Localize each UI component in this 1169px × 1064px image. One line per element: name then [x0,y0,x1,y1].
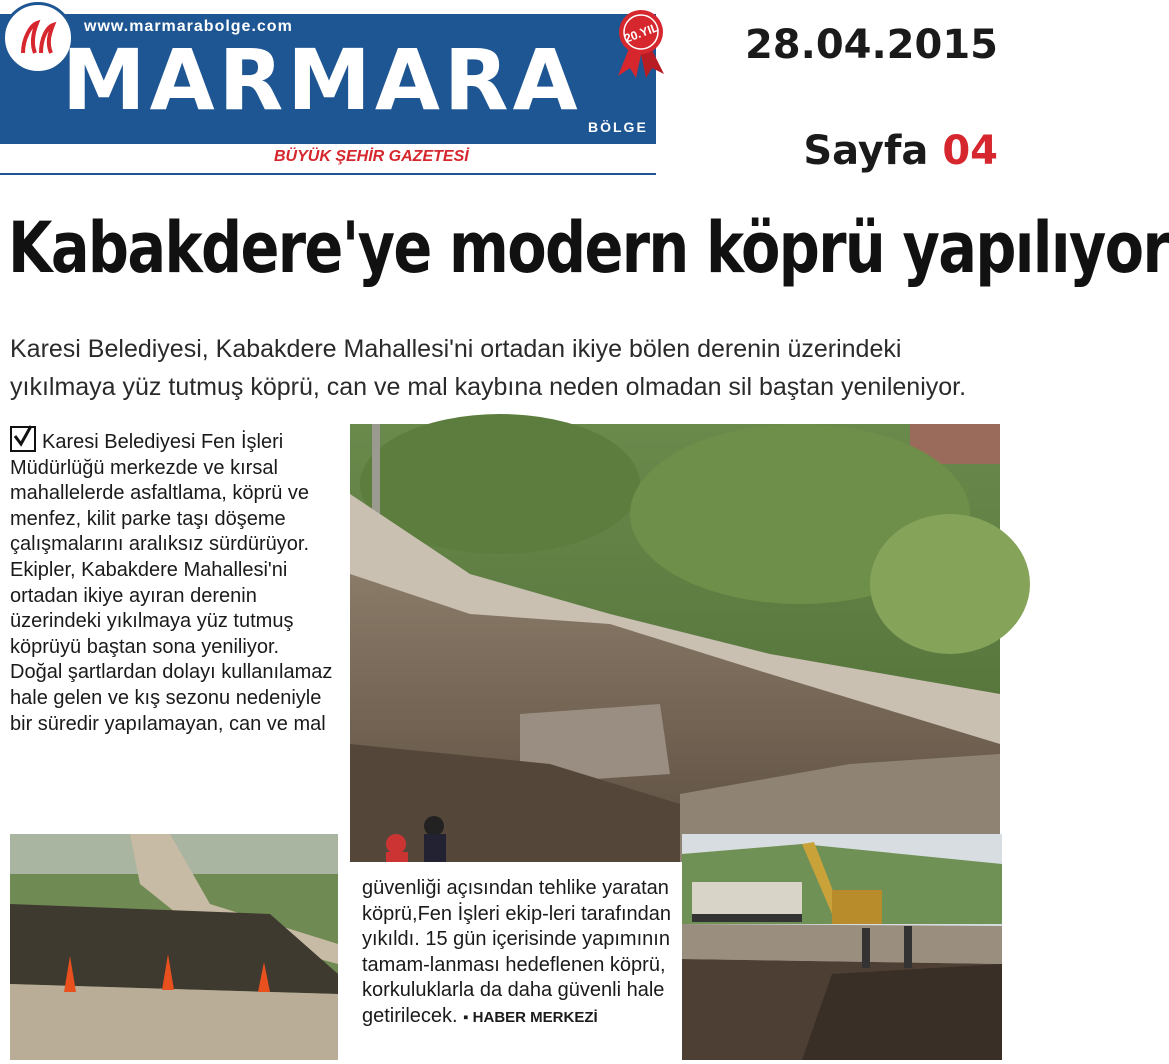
page-number: 04 [942,128,998,174]
article-body-right [362,876,674,1031]
anniversary-badge-icon [610,6,672,78]
page-label: Sayfa [803,128,929,174]
issue-date: 28.04.2015 [744,22,998,68]
article-lead: Karesi Belediyesi, Kabakdere Mahallesi'ni ortadan ikiye bölen derenin üzerindeki yıkılmaya yüz tutmuş köprü, can ve mal kaybına neden olmadan sil baştan yenileniyor. [10,335,967,401]
page-indicator [803,128,998,174]
main-photo [350,424,1000,862]
newspaper-subtitle: BÖLGE [588,119,648,135]
masthead-divider [0,142,656,144]
newspaper-title: MARMARA [62,31,582,129]
agency-credit: ▪ HABER MERKEZİ [463,1008,598,1026]
article-body-left [10,426,340,737]
website-url: www.marmarabolge.com [84,18,293,35]
paragraph-1: Karesi Belediyesi Fen İşleri Müdürlüğü merkezde ve kırsal mahallelerde asfaltlama, köprü ve menfez, kilit parke taşı döşeme çalışmalarını aralıksız sürdürüyor. Ekipler, Kabakdere Mahallesi'ni ortadan ikiye ayıran derenin üzerindeki yıkılmaya yüz tutmuş köprüyü baştan sona yeniliyor. [10,431,310,658]
article-headline: Kabakdere'ye modern köprü yapılıyor [8,207,1169,289]
masthead [0,0,660,175]
tagline-bar [0,145,656,175]
paragraph-3: güvenliği açısından tehlike yaratan köprü,Fen İşleri ekip-leri tarafından yıkıldı. 15 gün içerisinde yapımının tamam-lanması hedeflenen köprü, korkuluklarla da daha güvenli hale getirilecek. [362,877,672,1027]
bottom-left-photo [10,834,338,1060]
paragraph-2: Doğal şartlardan dolayı kullanılamaz hale gelen ve kış sezonu nedeniyle bir süredir yapılamayan, can ve mal [10,661,333,735]
tagline: BÜYÜK ŞEHİR GAZETESİ [274,148,469,165]
badge-text: 20.YIL [622,20,661,46]
bottom-right-photo [682,834,1002,1060]
checkbox-icon [10,426,36,452]
